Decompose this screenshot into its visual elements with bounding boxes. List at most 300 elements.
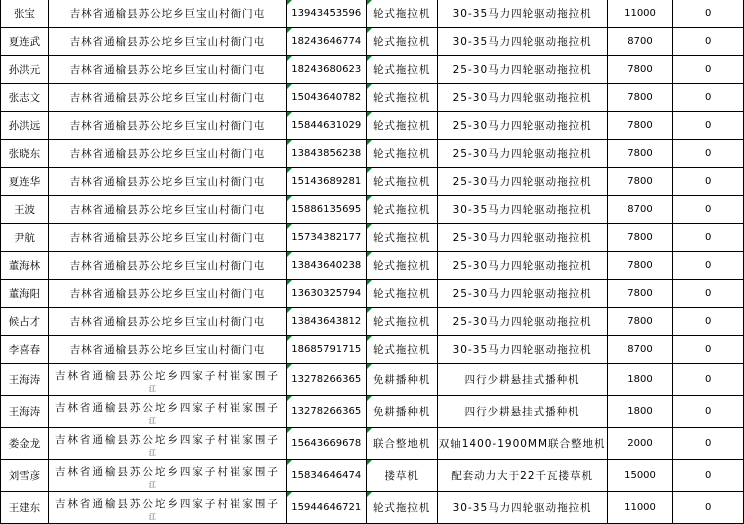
address-cell[interactable] (48, 0, 286, 28)
address-cell-text: 吉林省通榆县苏公坨乡巨宝山村衙门屯 (69, 120, 266, 132)
name-cell[interactable] (1, 112, 49, 140)
name-cell[interactable] (1, 168, 49, 196)
table-row (1, 364, 744, 396)
price-cell[interactable] (607, 336, 673, 364)
phone-cell-text: 15043640782 (291, 92, 362, 103)
table-row (1, 112, 744, 140)
table-row (1, 336, 744, 364)
cell-note-marker-icon (367, 224, 372, 229)
name-cell[interactable] (1, 460, 49, 492)
cell-note-marker-icon (367, 492, 372, 497)
cell-note-marker-icon (367, 140, 372, 145)
table-row (1, 308, 744, 336)
price-cell[interactable] (607, 56, 673, 84)
address-cell-text: 吉林省通榆县苏公坨乡四家子村崔家围子 (54, 466, 280, 478)
subsidy-cell-text: 0 (705, 92, 712, 103)
model-cell[interactable] (437, 84, 607, 112)
cell-note-marker-icon (367, 308, 372, 313)
subsidy-cell-text: 0 (705, 374, 712, 385)
subsidy-cell-text: 0 (705, 260, 712, 271)
price-cell-text: 11000 (624, 8, 656, 19)
address-cell[interactable] (48, 492, 286, 524)
phone-cell-text: 13843640238 (291, 260, 362, 271)
name-cell[interactable] (1, 336, 49, 364)
address-overflow-text: 江 (148, 385, 156, 393)
model-cell-text: 四行少耕悬挂式播种机 (464, 406, 580, 418)
cell-note-marker-icon (287, 252, 292, 257)
model-cell[interactable] (437, 224, 607, 252)
name-cell-text: 王海涛 (8, 406, 41, 418)
subsidy-cell-text: 0 (705, 148, 712, 159)
machine-type-cell[interactable] (366, 84, 437, 112)
name-cell[interactable] (1, 0, 49, 28)
model-cell[interactable] (437, 396, 607, 428)
cell-note-marker-icon (287, 428, 292, 433)
cell-note-marker-icon (367, 168, 372, 173)
phone-cell[interactable] (286, 196, 366, 224)
machine-type-cell-text: 联合整地机 (372, 438, 431, 450)
name-cell-text: 刘雪彦 (8, 470, 41, 482)
name-cell-text: 王海涛 (8, 374, 41, 386)
phone-cell[interactable] (286, 336, 366, 364)
cell-note-marker-icon (367, 112, 372, 117)
model-cell-text: 25-30马力四轮驱动拖拉机 (452, 176, 592, 188)
subsidy-cell[interactable] (673, 28, 744, 56)
model-cell-text: 双轴1400-1900MM联合整地机 (438, 438, 606, 450)
machine-type-cell[interactable] (366, 56, 437, 84)
phone-cell[interactable] (286, 460, 366, 492)
phone-cell[interactable] (286, 308, 366, 336)
model-cell-text: 25-30马力四轮驱动拖拉机 (452, 288, 592, 300)
subsidy-cell[interactable] (673, 112, 744, 140)
subsidy-cell[interactable] (673, 428, 744, 460)
machine-type-cell-text: 轮式拖拉机 (372, 260, 431, 272)
subsidy-cell[interactable] (673, 0, 744, 28)
name-cell-text: 王波 (13, 204, 35, 216)
subsidy-cell[interactable] (673, 280, 744, 308)
price-cell[interactable] (607, 168, 673, 196)
machine-type-cell-text: 轮式拖拉机 (372, 8, 431, 20)
cell-note-marker-icon (287, 460, 292, 465)
address-cell-text: 吉林省通榆县苏公坨乡巨宝山村衙门屯 (69, 176, 266, 188)
price-cell[interactable] (607, 364, 673, 396)
model-cell[interactable] (437, 280, 607, 308)
name-cell[interactable] (1, 196, 49, 224)
name-cell-text: 尹航 (13, 232, 35, 244)
model-cell[interactable] (437, 140, 607, 168)
phone-cell[interactable] (286, 168, 366, 196)
model-cell-text: 30-35马力四轮驱动拖拉机 (452, 36, 592, 48)
model-cell-text: 25-30马力四轮驱动拖拉机 (452, 120, 592, 132)
price-cell[interactable] (607, 460, 673, 492)
price-cell-text: 7800 (627, 288, 653, 299)
address-cell-text: 吉林省通榆县苏公坨乡四家子村崔家围子 (54, 370, 280, 382)
phone-cell-text: 13630325794 (291, 288, 362, 299)
table-row (1, 460, 744, 492)
cell-note-marker-icon (367, 196, 372, 201)
subsidy-cell[interactable] (673, 168, 744, 196)
address-cell[interactable] (48, 396, 286, 428)
model-cell[interactable] (437, 56, 607, 84)
subsidy-cell[interactable] (673, 140, 744, 168)
table-row (1, 196, 744, 224)
cell-note-marker-icon (287, 112, 292, 117)
model-cell-text: 30-35马力四轮驱动拖拉机 (452, 204, 592, 216)
subsidy-cell[interactable] (673, 364, 744, 396)
table-row (1, 428, 744, 460)
name-cell[interactable] (1, 56, 49, 84)
table-row (1, 140, 744, 168)
cell-note-marker-icon (287, 492, 292, 497)
name-cell[interactable] (1, 492, 49, 524)
phone-cell-text: 15734382177 (291, 232, 362, 243)
machine-type-cell[interactable] (366, 308, 437, 336)
subsidy-cell-text: 0 (705, 502, 712, 513)
address-cell[interactable] (48, 308, 286, 336)
price-cell-text: 2000 (627, 438, 653, 449)
machine-type-cell-text: 轮式拖拉机 (372, 148, 431, 160)
phone-cell[interactable] (286, 0, 366, 28)
subsidy-cell-text: 0 (705, 232, 712, 243)
cell-note-marker-icon (287, 84, 292, 89)
phone-cell-text: 15944646721 (291, 502, 362, 513)
address-cell[interactable] (48, 460, 286, 492)
phone-cell[interactable] (286, 252, 366, 280)
subsidy-cell-text: 0 (705, 64, 712, 75)
machine-type-cell[interactable] (366, 492, 437, 524)
model-cell[interactable] (437, 460, 607, 492)
model-cell[interactable] (437, 428, 607, 460)
name-cell[interactable] (1, 396, 49, 428)
table-row (1, 280, 744, 308)
price-cell[interactable] (607, 196, 673, 224)
machine-type-cell-text: 轮式拖拉机 (372, 64, 431, 76)
address-cell-text: 吉林省通榆县苏公坨乡四家子村崔家围子 (54, 498, 280, 510)
cell-note-marker-icon (287, 224, 292, 229)
phone-cell-text: 18243646774 (291, 36, 362, 47)
model-cell[interactable] (437, 28, 607, 56)
price-cell-text: 7800 (627, 64, 653, 75)
phone-cell-text: 18685791715 (291, 344, 362, 355)
name-cell[interactable] (1, 364, 49, 396)
name-cell-text: 夏连华 (8, 176, 41, 188)
machine-type-cell[interactable] (366, 112, 437, 140)
phone-cell[interactable] (286, 492, 366, 524)
machine-type-cell-text: 轮式拖拉机 (372, 344, 431, 356)
phone-cell-text: 15844631029 (291, 120, 362, 131)
phone-cell-text: 18243680623 (291, 64, 362, 75)
price-cell-text: 1800 (627, 374, 653, 385)
phone-cell[interactable] (286, 428, 366, 460)
subsidy-cell-text: 0 (705, 8, 712, 19)
address-cell[interactable] (48, 224, 286, 252)
machine-type-cell[interactable] (366, 280, 437, 308)
address-cell-text: 吉林省通榆县苏公坨乡四家子村崔家围子 (54, 434, 280, 446)
address-cell[interactable] (48, 168, 286, 196)
model-cell-text: 配套动力大于22千瓦搂草机 (451, 470, 594, 482)
price-cell-text: 7800 (627, 176, 653, 187)
machine-type-cell[interactable] (366, 252, 437, 280)
model-cell-text: 25-30马力四轮驱动拖拉机 (452, 148, 592, 160)
cell-note-marker-icon (367, 364, 372, 369)
address-cell-text: 吉林省通榆县苏公坨乡巨宝山村衙门屯 (69, 288, 266, 300)
phone-cell-text: 13943453596 (291, 8, 362, 19)
cell-note-marker-icon (367, 0, 372, 5)
subsidy-cell-text: 0 (705, 406, 712, 417)
price-cell-text: 8700 (627, 344, 653, 355)
phone-cell-text: 15643669678 (291, 438, 362, 449)
address-cell[interactable] (48, 336, 286, 364)
model-cell[interactable] (437, 0, 607, 28)
machine-type-cell[interactable] (366, 428, 437, 460)
price-cell-text: 8700 (627, 204, 653, 215)
address-cell[interactable] (48, 28, 286, 56)
name-cell-text: 李喜春 (8, 344, 41, 356)
address-cell[interactable] (48, 252, 286, 280)
name-cell-text: 孙洪元 (8, 64, 41, 76)
cell-note-marker-icon (367, 28, 372, 33)
cell-note-marker-icon (367, 56, 372, 61)
cell-note-marker-icon (367, 428, 372, 433)
address-cell-text: 吉林省通榆县苏公坨乡巨宝山村衙门屯 (69, 92, 266, 104)
name-cell[interactable] (1, 428, 49, 460)
machine-type-cell-text: 轮式拖拉机 (372, 502, 431, 514)
cell-note-marker-icon (287, 0, 292, 5)
subsidy-cell[interactable] (673, 84, 744, 112)
name-cell[interactable] (1, 280, 49, 308)
machine-type-cell-text: 轮式拖拉机 (372, 232, 431, 244)
cell-note-marker-icon (287, 308, 292, 313)
name-cell-text: 张宝 (13, 8, 35, 20)
cell-note-marker-icon (367, 460, 372, 465)
address-cell-text: 吉林省通榆县苏公坨乡巨宝山村衙门屯 (69, 344, 266, 356)
cell-note-marker-icon (367, 336, 372, 341)
model-cell[interactable] (437, 364, 607, 396)
model-cell[interactable] (437, 252, 607, 280)
price-cell-text: 7800 (627, 232, 653, 243)
name-cell-text: 孙洪远 (8, 120, 41, 132)
address-cell-text: 吉林省通榆县苏公坨乡巨宝山村衙门屯 (69, 232, 266, 244)
phone-cell-text: 13278266365 (291, 374, 362, 385)
phone-cell[interactable] (286, 112, 366, 140)
subsidy-cell-text: 0 (705, 204, 712, 215)
model-cell[interactable] (437, 308, 607, 336)
address-cell[interactable] (48, 56, 286, 84)
address-cell[interactable] (48, 196, 286, 224)
machine-type-cell[interactable] (366, 364, 437, 396)
phone-cell[interactable] (286, 84, 366, 112)
name-cell[interactable] (1, 140, 49, 168)
model-cell[interactable] (437, 112, 607, 140)
cell-note-marker-icon (287, 168, 292, 173)
address-cell-text: 吉林省通榆县苏公坨乡巨宝山村衙门屯 (69, 316, 266, 328)
phone-cell-text: 13278266365 (291, 406, 362, 417)
phone-cell[interactable] (286, 56, 366, 84)
address-cell[interactable] (48, 428, 286, 460)
phone-cell[interactable] (286, 364, 366, 396)
phone-cell[interactable] (286, 140, 366, 168)
model-cell[interactable] (437, 196, 607, 224)
address-cell-text: 吉林省通榆县苏公坨乡巨宝山村衙门屯 (69, 8, 266, 20)
address-cell-text: 吉林省通榆县苏公坨乡巨宝山村衙门屯 (69, 36, 266, 48)
machine-type-cell-text: 免耕播种机 (372, 374, 431, 386)
cell-note-marker-icon (287, 364, 292, 369)
cell-note-marker-icon (287, 140, 292, 145)
machine-type-cell-text: 轮式拖拉机 (372, 92, 431, 104)
price-cell[interactable] (607, 252, 673, 280)
phone-cell[interactable] (286, 280, 366, 308)
address-cell[interactable] (48, 364, 286, 396)
subsidy-cell[interactable] (673, 196, 744, 224)
address-cell[interactable] (48, 84, 286, 112)
name-cell-text: 夏连武 (8, 36, 41, 48)
phone-cell-text: 13843643812 (291, 316, 362, 327)
address-cell[interactable] (48, 280, 286, 308)
subsidy-cell[interactable] (673, 308, 744, 336)
machine-type-cell-text: 轮式拖拉机 (372, 176, 431, 188)
cell-note-marker-icon (367, 84, 372, 89)
phone-cell-text: 15143689281 (291, 176, 362, 187)
address-overflow-text: 江 (148, 481, 156, 489)
machine-type-cell-text: 轮式拖拉机 (372, 316, 431, 328)
model-cell[interactable] (437, 492, 607, 524)
machine-type-cell[interactable] (366, 336, 437, 364)
price-cell-text: 15000 (624, 470, 656, 481)
price-cell[interactable] (607, 0, 673, 28)
name-cell-text: 张晓东 (8, 148, 41, 160)
subsidy-cell[interactable] (673, 460, 744, 492)
subsidy-cell-text: 0 (705, 438, 712, 449)
subsidy-cell[interactable] (673, 56, 744, 84)
subsidy-cell[interactable] (673, 492, 744, 524)
table-row (1, 0, 744, 28)
machine-type-cell-text: 轮式拖拉机 (372, 36, 431, 48)
address-cell-text: 吉林省通榆县苏公坨乡巨宝山村衙门屯 (69, 204, 266, 216)
machine-type-cell[interactable] (366, 224, 437, 252)
price-cell-text: 7800 (627, 120, 653, 131)
address-cell[interactable] (48, 140, 286, 168)
name-cell[interactable] (1, 252, 49, 280)
machine-type-cell-text: 搂草机 (384, 470, 419, 482)
model-cell[interactable] (437, 336, 607, 364)
price-cell[interactable] (607, 280, 673, 308)
table-row (1, 168, 744, 196)
subsidy-cell[interactable] (673, 224, 744, 252)
machine-type-cell[interactable] (366, 28, 437, 56)
price-cell[interactable] (607, 492, 673, 524)
address-cell-text: 吉林省通榆县苏公坨乡巨宝山村衙门屯 (69, 260, 266, 272)
price-cell[interactable] (607, 308, 673, 336)
price-cell[interactable] (607, 140, 673, 168)
subsidy-cell[interactable] (673, 252, 744, 280)
model-cell-text: 30-35马力四轮驱动拖拉机 (452, 344, 592, 356)
machine-type-cell[interactable] (366, 396, 437, 428)
subsidy-cell[interactable] (673, 396, 744, 428)
model-cell-text: 25-30马力四轮驱动拖拉机 (452, 260, 592, 272)
machine-type-cell-text: 轮式拖拉机 (372, 288, 431, 300)
price-cell-text: 7800 (627, 92, 653, 103)
phone-cell-text: 15834646474 (291, 470, 362, 481)
cell-note-marker-icon (287, 28, 292, 33)
name-cell[interactable] (1, 84, 49, 112)
model-cell-text: 25-30马力四轮驱动拖拉机 (452, 64, 592, 76)
price-cell[interactable] (607, 224, 673, 252)
name-cell-text: 娄金龙 (8, 438, 41, 450)
subsidy-cell-text: 0 (705, 288, 712, 299)
table-row (1, 396, 744, 428)
address-cell-text: 吉林省通榆县苏公坨乡巨宝山村衙门屯 (69, 148, 266, 160)
price-cell[interactable] (607, 84, 673, 112)
cell-note-marker-icon (287, 280, 292, 285)
phone-cell-text: 13843856238 (291, 148, 362, 159)
phone-cell[interactable] (286, 224, 366, 252)
address-cell[interactable] (48, 112, 286, 140)
name-cell[interactable] (1, 308, 49, 336)
machine-type-cell-text: 轮式拖拉机 (372, 120, 431, 132)
table-row (1, 252, 744, 280)
machine-type-cell-text: 免耕播种机 (372, 406, 431, 418)
subsidy-cell-text: 0 (705, 36, 712, 47)
model-cell-text: 四行少耕悬挂式播种机 (464, 374, 580, 386)
subsidy-cell-text: 0 (705, 470, 712, 481)
subsidy-cell-text: 0 (705, 120, 712, 131)
cell-note-marker-icon (287, 396, 292, 401)
machine-type-cell[interactable] (366, 0, 437, 28)
name-cell[interactable] (1, 224, 49, 252)
price-cell-text: 11000 (624, 502, 656, 513)
model-cell-text: 25-30马力四轮驱动拖拉机 (452, 232, 592, 244)
phone-cell-text: 15886135695 (291, 204, 362, 215)
phone-cell[interactable] (286, 28, 366, 56)
address-overflow-text: 江 (148, 449, 156, 457)
subsidy-cell-text: 0 (705, 176, 712, 187)
price-cell-text: 7800 (627, 260, 653, 271)
name-cell[interactable] (1, 28, 49, 56)
model-cell-text: 30-35马力四轮驱动拖拉机 (452, 8, 592, 20)
table-row (1, 56, 744, 84)
price-cell[interactable] (607, 112, 673, 140)
model-cell-text: 25-30马力四轮驱动拖拉机 (452, 316, 592, 328)
address-overflow-text: 江 (148, 417, 156, 425)
address-overflow-text: 江 (148, 513, 156, 521)
cell-note-marker-icon (287, 56, 292, 61)
price-cell[interactable] (607, 28, 673, 56)
address-cell-text: 吉林省通榆县苏公坨乡巨宝山村衙门屯 (69, 64, 266, 76)
machine-type-cell[interactable] (366, 140, 437, 168)
price-cell-text: 7800 (627, 316, 653, 327)
cell-note-marker-icon (367, 252, 372, 257)
cell-note-marker-icon (367, 396, 372, 401)
machine-type-cell[interactable] (366, 196, 437, 224)
price-cell[interactable] (607, 428, 673, 460)
name-cell-text: 王建东 (8, 502, 41, 514)
machine-type-cell[interactable] (366, 168, 437, 196)
phone-cell[interactable] (286, 396, 366, 428)
table-row (1, 28, 744, 56)
model-cell[interactable] (437, 168, 607, 196)
model-cell-text: 25-30马力四轮驱动拖拉机 (452, 92, 592, 104)
machine-type-cell[interactable] (366, 460, 437, 492)
name-cell-text: 董海林 (8, 260, 41, 272)
name-cell-text: 候占才 (8, 316, 41, 328)
machine-type-cell-text: 轮式拖拉机 (372, 204, 431, 216)
price-cell[interactable] (607, 396, 673, 428)
cell-note-marker-icon (367, 280, 372, 285)
subsidy-cell-text: 0 (705, 344, 712, 355)
subsidy-cell[interactable] (673, 336, 744, 364)
table-row (1, 224, 744, 252)
cell-note-marker-icon (287, 196, 292, 201)
